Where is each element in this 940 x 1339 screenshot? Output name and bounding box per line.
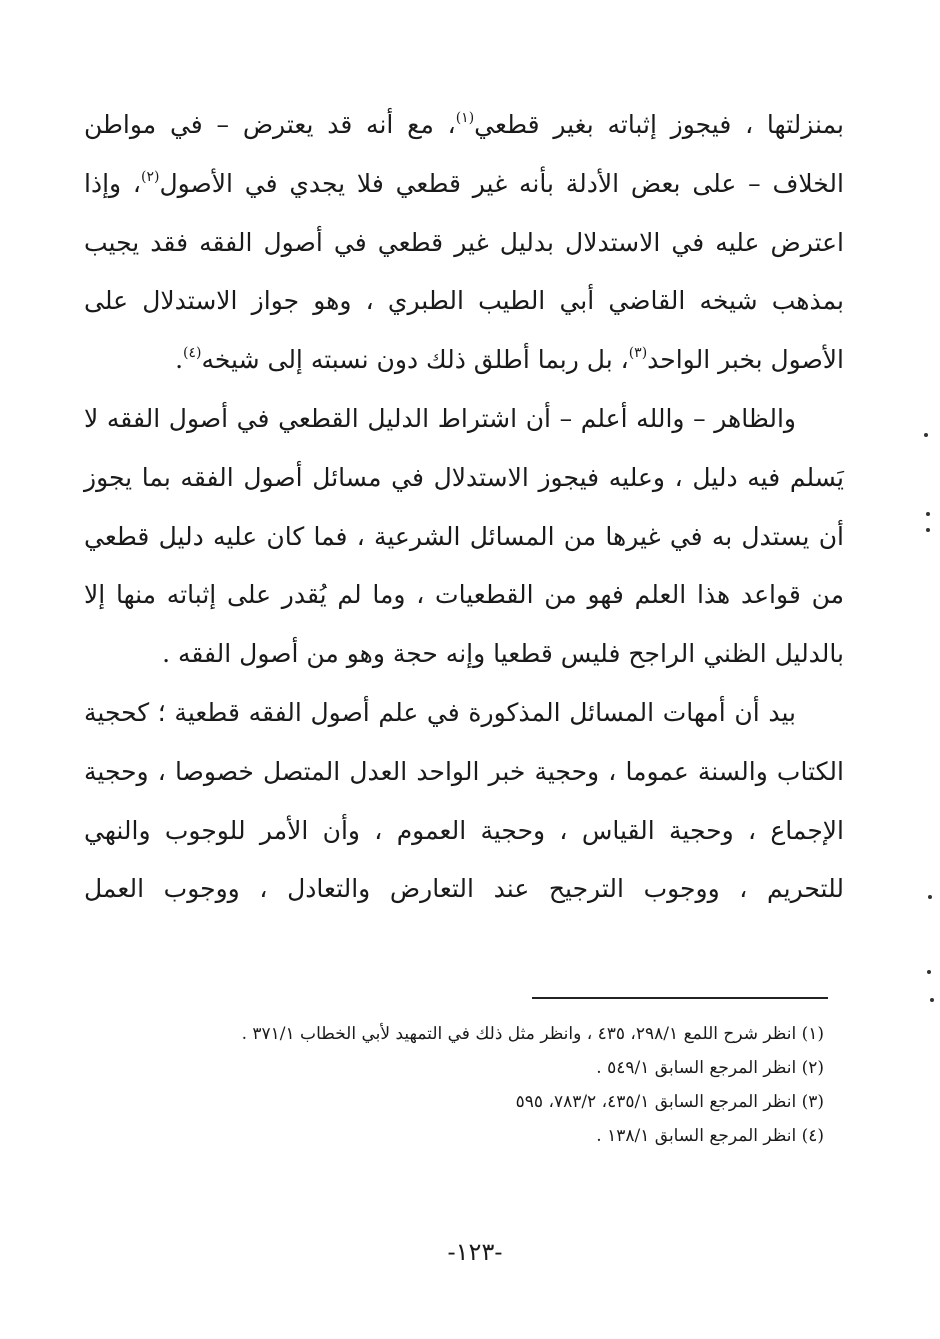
scan-speck	[926, 528, 930, 532]
footnotes	[120, 1017, 824, 1153]
paragraph-1-part-4: ، بل ربما أطلق ذلك دون نسبته إلى شيخه	[201, 345, 629, 375]
footnote-3: (٣) انظر المرجع السابق ٤٣٥/١، ٧٨٣/٢، ٥٩٥	[515, 1092, 824, 1112]
paragraph-1-part-1: بمنزلتها ، فيجوز إثباته بغير قطعي	[474, 110, 844, 139]
scan-speck	[927, 970, 931, 974]
scan-speck	[928, 895, 932, 899]
paragraph-1-part-5: .	[175, 345, 184, 375]
main-text	[84, 96, 844, 919]
page-number: -١٢٣-	[447, 1238, 503, 1266]
footnote-1: (١) انظر شرح اللمع ٢٩٨/١، ٤٣٥ ، وانظر مثل ذلك في التمهيد لأبي الخطاب ٣٧١/١ .	[241, 1024, 824, 1044]
footnote-4: (٤) انظر المرجع السابق ١٣٨/١ .	[596, 1126, 824, 1146]
paragraph-1-part-2: ، مع أنه قد يعترض – في مواطن الخلاف – على بعض الأدلة بأنه غير قطعي فلا يجدي في الأصول	[84, 110, 844, 198]
paragraph-3: بيد أن أمهات المسائل المذكورة في علم أصول الفقه قطعية ؛ كحجية الكتاب والسنة عموما ، وحجية خبر الواحد العدل المتصل خصوصا ، وحجية الإجماع ، وحجية القياس ، وحجية العموم ، وأن الأمر للوجوب والنهي للتحريم ، ووجوب الترجيح عند التعارض والتعادل ، ووجوب العمل	[84, 697, 844, 904]
paragraph-1	[84, 96, 844, 390]
paragraph-2: والظاهر – والله أعلم – أن اشتراط الدليل القطعي في أصول الفقه لا يَسلم فيه دليل ، وعليه فيجوز الاستدلال في مسائل أصول الفقه بما يجوز أن يستدل به في غيرها من المسائل الشرعية ، فما كان عليه دليل قطعي من قواعد هذا العلم فهو من القطعيات ، وما لم يُقدر على إثباته منها إلا بالدليل الظني الراجح فليس قطعيا وإنه حجة وهو من أصول الفقه .	[84, 403, 844, 669]
footnote-ref-4: (٤)	[183, 345, 202, 362]
scan-speck	[930, 998, 934, 1002]
footnote-ref-3: (٣)	[628, 345, 648, 362]
scan-speck	[926, 512, 930, 516]
paragraph-1-part-3: ، وإذا اعترض عليه في الاستدلال بدليل غير قطعي في أصول الفقه فقد يجيب بمذهب شيخه القاضي أبي الطيب الطبري ، وهو جواز الاستدلال على الأصول بخبر الواحد	[84, 168, 844, 375]
footnote-separator	[532, 997, 828, 999]
scan-speck	[924, 433, 928, 437]
footnote-ref-2: (٢)	[140, 168, 160, 185]
footnote-2: (٢) انظر المرجع السابق ٥٤٩/١ .	[596, 1058, 824, 1078]
footnote-ref-1: (١)	[455, 110, 475, 126]
